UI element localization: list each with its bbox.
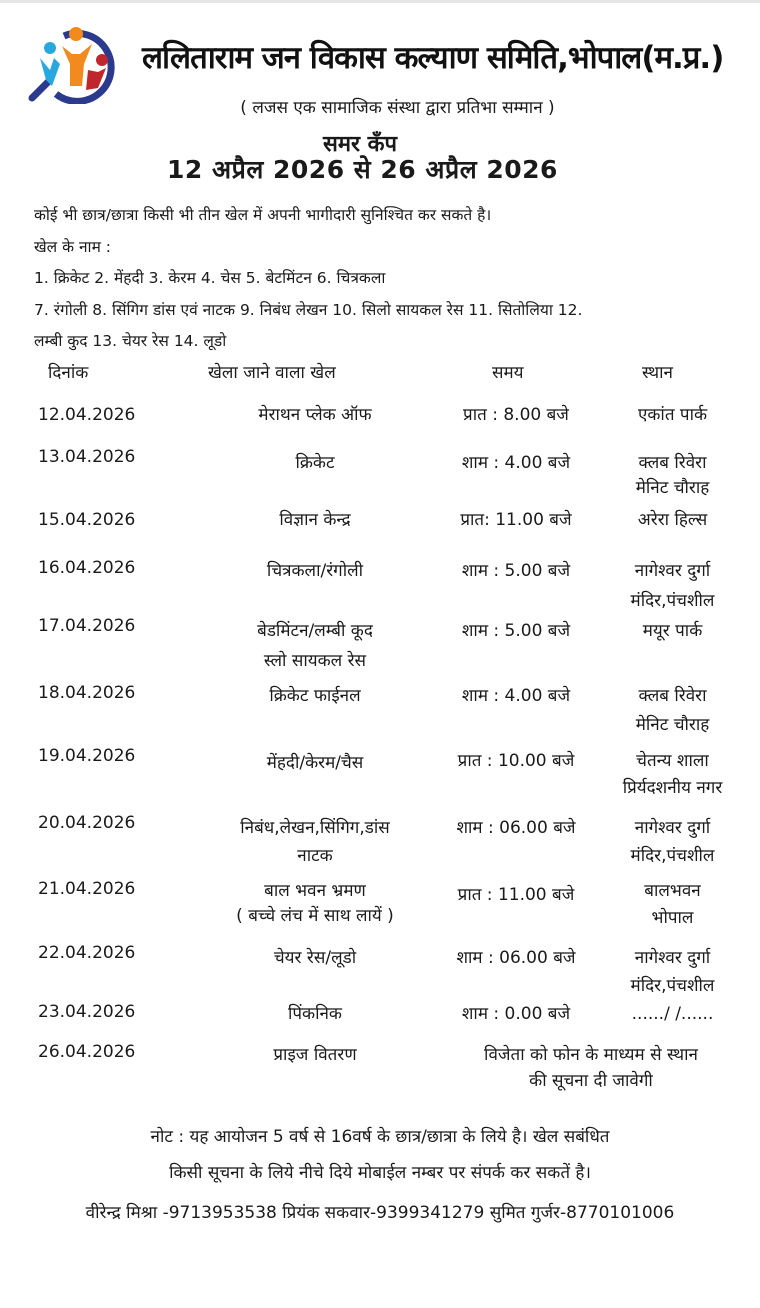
games-list-line-1: 1. क्रिकेट 2. मेंहदी 3. केरम 4. चेस 5. बेटमिंटन 6. चित्रकला: [34, 269, 386, 287]
row-place-line-2: मंदिर,पंचशील: [630, 846, 715, 866]
column-header-game: खेला जाने वाला खेल: [208, 363, 336, 383]
note-line-1: नोट : यह आयोजन 5 वर्ष से 16वर्ष के छात्र/छात्रा के लिये है। खेल सबंधित: [150, 1127, 610, 1147]
row-place-line-2: मेनिट चौराह: [635, 478, 710, 498]
row-time: प्रात : 8.00 बजे: [463, 405, 569, 425]
games-label: खेल के नाम :: [34, 237, 111, 256]
row-game: बेडमिंटन/लम्बी कूद: [257, 621, 373, 641]
row-time: शाम : 06.00 बजे: [456, 948, 576, 968]
participation-rule: कोई भी छात्र/छात्रा किसी भी तीन खेल में अपनी भागीदारी सुनिश्चित कर सकते है।: [34, 206, 492, 224]
row-place: क्लब रिवेरा: [638, 453, 707, 473]
row-place: नागेश्वर दुर्गा: [634, 561, 711, 581]
event-name: समर कॅंप: [322, 132, 398, 157]
row-date: 20.04.2026: [38, 813, 136, 833]
row-game: क्रिकेट फाईनल: [269, 686, 361, 706]
row-game: प्राइज वितरण: [273, 1045, 357, 1065]
column-header-time: समय: [492, 363, 524, 383]
row-place: ....../ /......: [631, 1004, 714, 1024]
row-time: शाम : 4.00 बजे: [461, 686, 571, 706]
row-time: शाम : 5.00 बजे: [461, 621, 571, 641]
row-date: 17.04.2026: [38, 616, 136, 636]
row-date: 22.04.2026: [38, 943, 136, 963]
row-game: बाल भवन भ्रमण: [264, 881, 366, 901]
row-date: 15.04.2026: [38, 510, 136, 530]
row-time: शाम : 06.00 बजे: [456, 818, 576, 838]
row-game: क्रिकेट: [295, 453, 335, 473]
row-place-line-2: मेनिट चौराह: [635, 715, 710, 735]
games-list-line-3: लम्बी कुद 13. चेयर रेस 14. लूडो: [34, 332, 227, 350]
row-date: 16.04.2026: [38, 558, 136, 578]
row-time-place: विजेता को फोन के माध्यम से स्थान: [484, 1045, 698, 1065]
contact-numbers: वीरेन्द्र मिश्रा -9713953538 प्रियंक सकवार-9399341279 सुमित गुर्जर-8770101006: [85, 1203, 675, 1223]
row-place: मयूर पार्क: [642, 621, 703, 641]
row-time-place-line-2: की सूचना दी जावेगी: [529, 1071, 653, 1091]
row-place-line-2: भोपाल: [651, 908, 694, 928]
row-time: प्रात : 10.00 बजे: [457, 751, 575, 771]
row-game: निबंध,लेखन,सिंगिग,डांस: [240, 818, 390, 838]
row-place: एकांत पार्क: [637, 405, 708, 425]
row-game: मेराथन प्लेक ऑफ: [258, 405, 372, 425]
row-game-line-2: नाटक: [297, 846, 333, 866]
row-date: 18.04.2026: [38, 683, 136, 703]
row-game: पिंकनिक: [287, 1004, 342, 1024]
row-game: मेंहदी/केरम/चैस: [266, 753, 364, 773]
row-place-line-2: प्रिर्यदशनीय नगर: [622, 778, 723, 798]
row-date: 26.04.2026: [38, 1042, 136, 1062]
event-dates: 12 अप्रैल 2026 से 26 अप्रैल 2026: [167, 155, 558, 184]
row-place: नागेश्वर दुर्गा: [634, 948, 711, 968]
row-place: अरेरा हिल्स: [637, 510, 708, 530]
column-header-date: दिनांक: [48, 363, 89, 383]
row-date: 23.04.2026: [38, 1002, 136, 1022]
row-place: बालभवन: [644, 881, 701, 901]
row-time: शाम : 4.00 बजे: [461, 453, 571, 473]
row-time: शाम : 0.00 बजे: [461, 1004, 571, 1024]
row-place: नागेश्वर दुर्गा: [634, 818, 711, 838]
top-border: [0, 0, 760, 3]
row-date: 21.04.2026: [38, 879, 136, 899]
row-game: चेयर रेस/लूडो: [273, 948, 357, 968]
row-date: 13.04.2026: [38, 447, 136, 467]
row-time: प्रात : 11.00 बजे: [457, 885, 575, 905]
row-game-line-2: ( बच्चे लंच में साथ लायें ): [236, 906, 394, 926]
note-line-2: किसी सूचना के लिये नीचे दिये मोबाईल नम्बर पर संपर्क कर सकतें है।: [169, 1163, 591, 1183]
organization-subtitle: ( लजस एक सामाजिक संस्था द्वारा प्रतिभा सम्मान ): [240, 98, 555, 118]
organization-title: ललिताराम जन विकास कल्याण समिति,भोपाल(म.प्र.): [142, 40, 724, 76]
row-place-line-2: मंदिर,पंचशील: [630, 591, 715, 611]
games-list-line-2: 7. रंगोली 8. सिंगिग डांस एवं नाटक 9. निबंध लेखन 10. सिलो सायकल रेस 11. सितोलिया 12.: [34, 300, 583, 319]
row-place: क्लब रिवेरा: [638, 686, 707, 706]
row-date: 12.04.2026: [38, 405, 136, 425]
row-game: विज्ञान केन्द्र: [279, 510, 351, 530]
row-place-line-2: मंदिर,पंचशील: [630, 976, 715, 996]
organization-logo-icon: [26, 24, 128, 104]
intro-section: [34, 200, 582, 358]
column-header-place: स्थान: [642, 363, 673, 383]
row-place: चेतन्य शाला: [636, 751, 709, 771]
row-game-line-2: स्लो सायकल रेस: [263, 651, 367, 671]
row-game: चित्रकला/रंगोली: [266, 561, 364, 581]
row-time: प्रात: 11.00 बजे: [460, 510, 572, 530]
row-date: 19.04.2026: [38, 746, 136, 766]
row-time: शाम : 5.00 बजे: [461, 561, 571, 581]
